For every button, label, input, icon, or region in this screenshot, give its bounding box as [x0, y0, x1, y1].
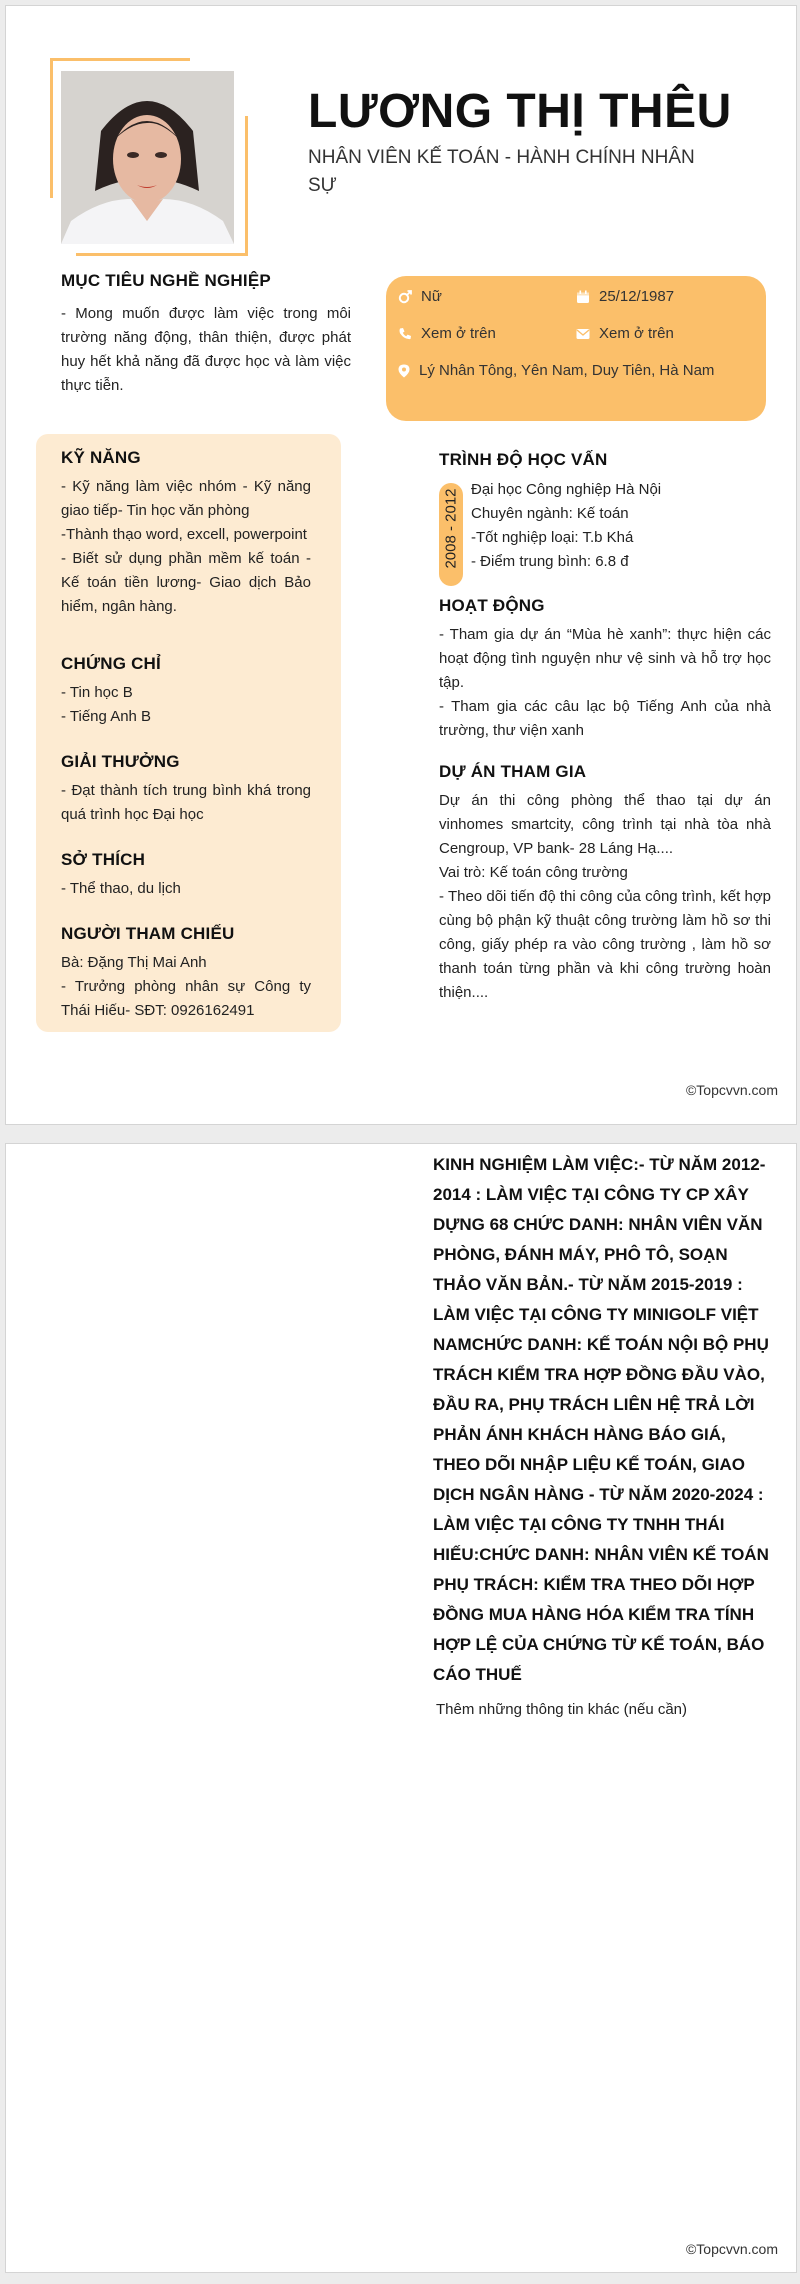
phone-icon [398, 327, 412, 341]
objective-title: MỤC TIÊU NGHỀ NGHIỆP [61, 271, 271, 290]
hobbies-text: - Thể thao, du lịch [61, 880, 181, 897]
footer-watermark: ©Topcvvn.com [685, 2241, 778, 2257]
projects-block [439, 789, 771, 1005]
skills-list [61, 475, 311, 619]
location-pin-icon [398, 364, 410, 378]
education-major: Chuyên ngành: Kế toán [471, 505, 629, 522]
certificate-line: - Tin học B [61, 684, 133, 701]
birthday-value: 25/12/1987 [599, 288, 675, 305]
references-block [61, 951, 311, 1023]
education-school: Đại học Công nghiệp Hà Nội [471, 481, 662, 498]
phone-item [398, 325, 496, 342]
email-item [576, 325, 674, 342]
footer-watermark: ©Topcvvn.com [685, 1082, 778, 1098]
calendar-icon [576, 290, 590, 304]
education-gpa: - Điểm trung bình: 6.8 đ [471, 553, 629, 570]
project-role: Vai trò: Kế toán công trường [439, 864, 628, 881]
project-duties: - Theo dõi tiến độ thi công của công trình, kết hợp cùng bộ phận kỹ thuật công trường làm hồ sơ thi công, giấy phép ra vào công trường , làm hồ sơ thanh toán từng phần và khi công trường hoàn thiện.... [439, 888, 771, 1001]
education-details [471, 478, 771, 574]
gender-icon [398, 290, 412, 304]
activity-line: - Tham gia dự án “Mùa hè xanh”: thực hiện các hoạt động tình nguyện như vệ sinh và hỗ trợ học tập. [439, 626, 771, 691]
awards-text: - Đạt thành tích trung bình khá trong quá trình học Đại học [61, 782, 311, 823]
objective-text: - Mong muốn được làm việc trong môi trường năng động, thân thiện, được phát huy hết khả năng đã được học và làm việc thực tiễn. [61, 305, 351, 394]
candidate-position: NHÂN VIÊN KẾ TOÁN - HÀNH CHÍNH NHÂN SỰ [308, 147, 695, 196]
education-title: TRÌNH ĐỘ HỌC VẤN [439, 450, 608, 469]
personal-info-box [386, 276, 766, 421]
skill-line: - Biết sử dụng phần mềm kế toán - Kế toán tiền lương- Giao dịch Bảo hiểm, ngân hàng. [61, 550, 311, 615]
skill-line: -Thành thạo word, excell, powerpoint [61, 526, 307, 543]
cv-page-1 [5, 5, 797, 1125]
hobbies-title: SỞ THÍCH [61, 850, 146, 869]
address-item [398, 362, 714, 379]
activities-list [439, 623, 771, 743]
candidate-name: LƯƠNG THỊ THÊU [308, 85, 732, 138]
address-value: Lý Nhân Tông, Yên Nam, Duy Tiên, Hà Nam [419, 362, 715, 379]
mail-icon [576, 328, 590, 340]
extra-info-placeholder: Thêm những thông tin khác (nếu cần) [436, 1701, 688, 1718]
activities-title: HOẠT ĐỘNG [439, 596, 545, 615]
reference-detail: - Trưởng phòng nhân sự Công ty Thái Hiếu- SĐT: 0926162491 [61, 978, 311, 1019]
work-experience-title: KINH NGHIỆM LÀM VIỆC:- TỪ NĂM 2012-2014 : LÀM VIỆC TẠI CÔNG TY CP XÂY DỰNG 68 CHỨC DANH: NHÂN VIÊN VĂN PHÒNG, ĐÁNH MÁY, PHÔ TÔ, SOẠN THẢO VĂN BẢN.- TỪ NĂM 2015-2019 : LÀM VIỆC TẠI CÔNG TY MINIGOLF VIỆT NAMCHỨC DANH: KẾ TOÁN NỘI BỘ PHỤ TRÁCH KIỂM TRA HỢP ĐỒNG ĐẦU VÀO, ĐẦU RA, PHỤ TRÁCH LIÊN HỆ TRẢ LỜI PHẢN ÁNH KHÁCH HÀNG BÁO GIÁ, THEO DÕI NHẬP LIỆU KẾ TOÁN, GIAO DỊCH NGÂN HÀNG - TỪ NĂM 2020-2024 : LÀM VIỆC TẠI CÔNG TY TNHH THÁI HIẾU:CHỨC DANH: NHÂN VIÊN KẾ TOÁN PHỤ TRÁCH: KIỂM TRA THEO DÕI HỢP ĐỒNG MUA HÀNG HÓA KIỂM TRA TÍNH HỢP LỆ CỦA CHỨNG TỪ KẾ TOÁN, BÁO CÁO THUẾ [433, 1155, 769, 1684]
profile-photo [61, 71, 234, 244]
education-period: 2008 - 2012 [442, 488, 460, 569]
gender-value: Nữ [421, 288, 442, 305]
birthday-item [576, 288, 674, 305]
references-title: NGƯỜI THAM CHIẾU [61, 924, 235, 943]
certificate-line: - Tiếng Anh B [61, 708, 152, 725]
skill-line: - Kỹ năng làm việc nhóm - Kỹ năng giao tiếp- Tin học văn phòng [61, 478, 311, 519]
activity-line: - Tham gia các câu lạc bộ Tiếng Anh của nhà trường, thư viện xanh [439, 698, 771, 739]
projects-title: DỰ ÁN THAM GIA [439, 762, 587, 781]
certificates-title: CHỨNG CHỈ [61, 654, 161, 673]
gender-item [398, 288, 442, 305]
phone-value: Xem ở trên [421, 325, 496, 342]
email-value: Xem ở trên [599, 325, 674, 342]
certificates-list [61, 681, 311, 729]
awards-title: GIẢI THƯỞNG [61, 752, 180, 771]
project-description: Dự án thi công phòng thể thao tại dự án vinhomes smartcity, công trình tại nhà tòa nhà Cengroup, VP bank- 28 Láng Hạ.... [439, 792, 771, 857]
skills-title: KỸ NĂNG [61, 448, 141, 467]
education-rank: -Tốt nghiệp loại: T.b Khá [471, 529, 634, 546]
reference-name: Bà: Đặng Thị Mai Anh [61, 954, 207, 971]
